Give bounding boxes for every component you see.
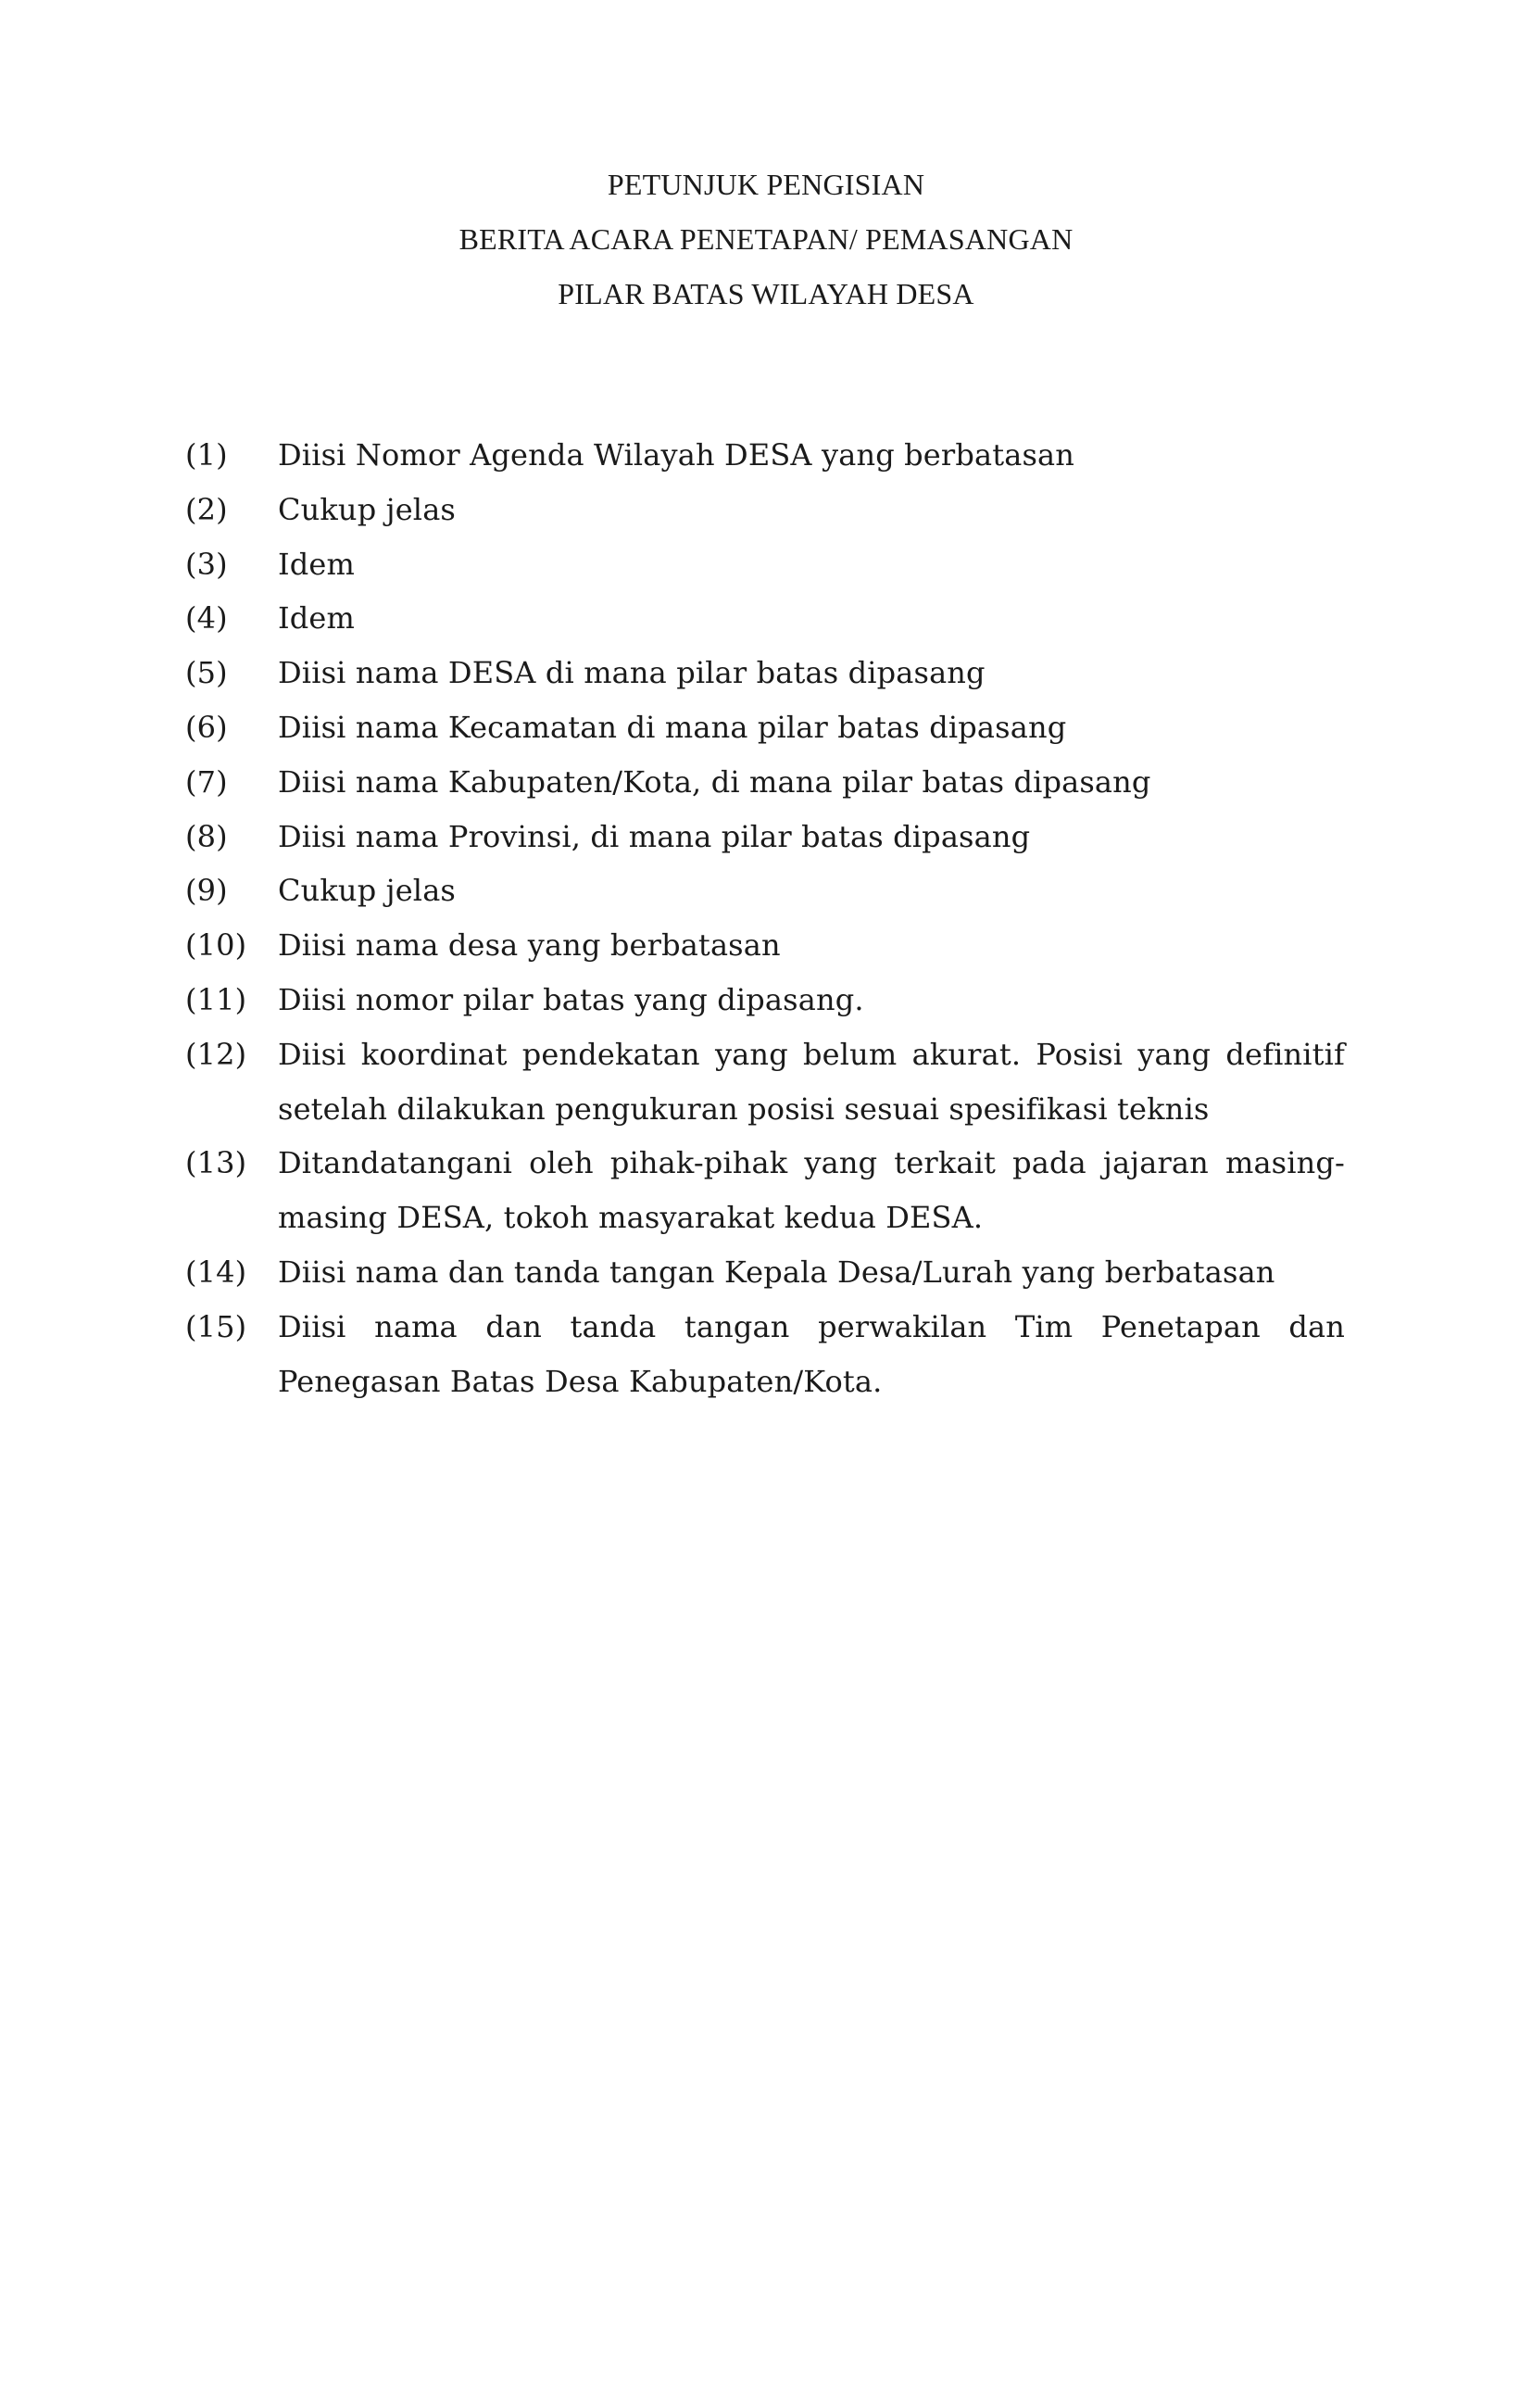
item-text: Idem [278,546,356,582]
item-text: Ditandatangani oleh pihak-pihak yang terkait pada jajaran masing-masing DESA, tokoh masyarakat kedua DESA. [278,1145,1345,1236]
list-item-2 [185,483,1345,537]
item-number: (2) [185,491,228,527]
list-item-7 [185,755,1345,810]
item-text: Diisi nama Kecamatan di mana pilar batas dipasang [278,709,1067,745]
item-text: Diisi nama Kabupaten/Kota, di mana pilar batas dipasang [278,763,1151,800]
list-item-5 [185,646,1345,700]
item-number: (5) [185,655,228,691]
item-number: (14) [185,1254,247,1290]
item-number: (12) [185,1036,247,1072]
item-number: (7) [185,763,228,800]
item-text: Idem [278,600,356,637]
item-number: (4) [185,600,228,637]
list-item-8 [185,810,1345,864]
item-text: Diisi koordinat pendekatan yang belum akurat. Posisi yang definitif setelah dilakukan pengukuran posisi sesuai spesifikasi teknis [278,1036,1345,1127]
list-item-10 [185,918,1345,973]
item-number: (10) [185,927,247,964]
list-item-12 [185,1027,1345,1137]
title-line-2: BERITA ACARA PENETAPAN/ PEMASANGAN [458,222,1074,256]
list-item-11 [185,973,1345,1027]
item-text: Diisi nama Provinsi, di mana pilar batas dipasang [278,818,1031,854]
item-number: (1) [185,437,228,473]
list-item-6 [185,700,1345,755]
item-text: Diisi nama dan tanda tangan Kepala Desa/Lurah yang berbatasan [278,1254,1275,1290]
item-text: Diisi Nomor Agenda Wilayah DESA yang berbatasan [278,437,1075,473]
item-text: Cukup jelas [278,873,456,909]
list-item-9 [185,864,1345,918]
item-text: Diisi nama desa yang berbatasan [278,927,781,964]
instruction-list [185,428,1345,1408]
item-number: (8) [185,818,228,854]
item-number: (15) [185,1308,247,1344]
item-number: (11) [185,981,247,1017]
list-item-13 [185,1136,1345,1245]
item-text: Diisi nomor pilar batas yang dipasang. [278,981,864,1017]
item-text: Cukup jelas [278,491,456,527]
item-text: Diisi nama dan tanda tangan perwakilan Tim Penetapan dan Penegasan Batas Desa Kabupaten/Kota. [278,1308,1345,1399]
list-item-14 [185,1245,1345,1300]
title-line-3: PILAR BATAS WILAYAH DESA [558,277,974,310]
item-number: (13) [185,1145,247,1181]
item-text: Diisi nama DESA di mana pilar batas dipasang [278,655,986,691]
title-line-1: PETUNJUK PENGISIAN [607,168,925,201]
list-item-1 [185,428,1345,483]
document-title [0,158,1532,321]
list-item-4 [185,591,1345,646]
item-number: (6) [185,709,228,745]
list-item-3 [185,537,1345,592]
list-item-15 [185,1300,1345,1409]
item-number: (3) [185,546,228,582]
item-number: (9) [185,873,228,909]
